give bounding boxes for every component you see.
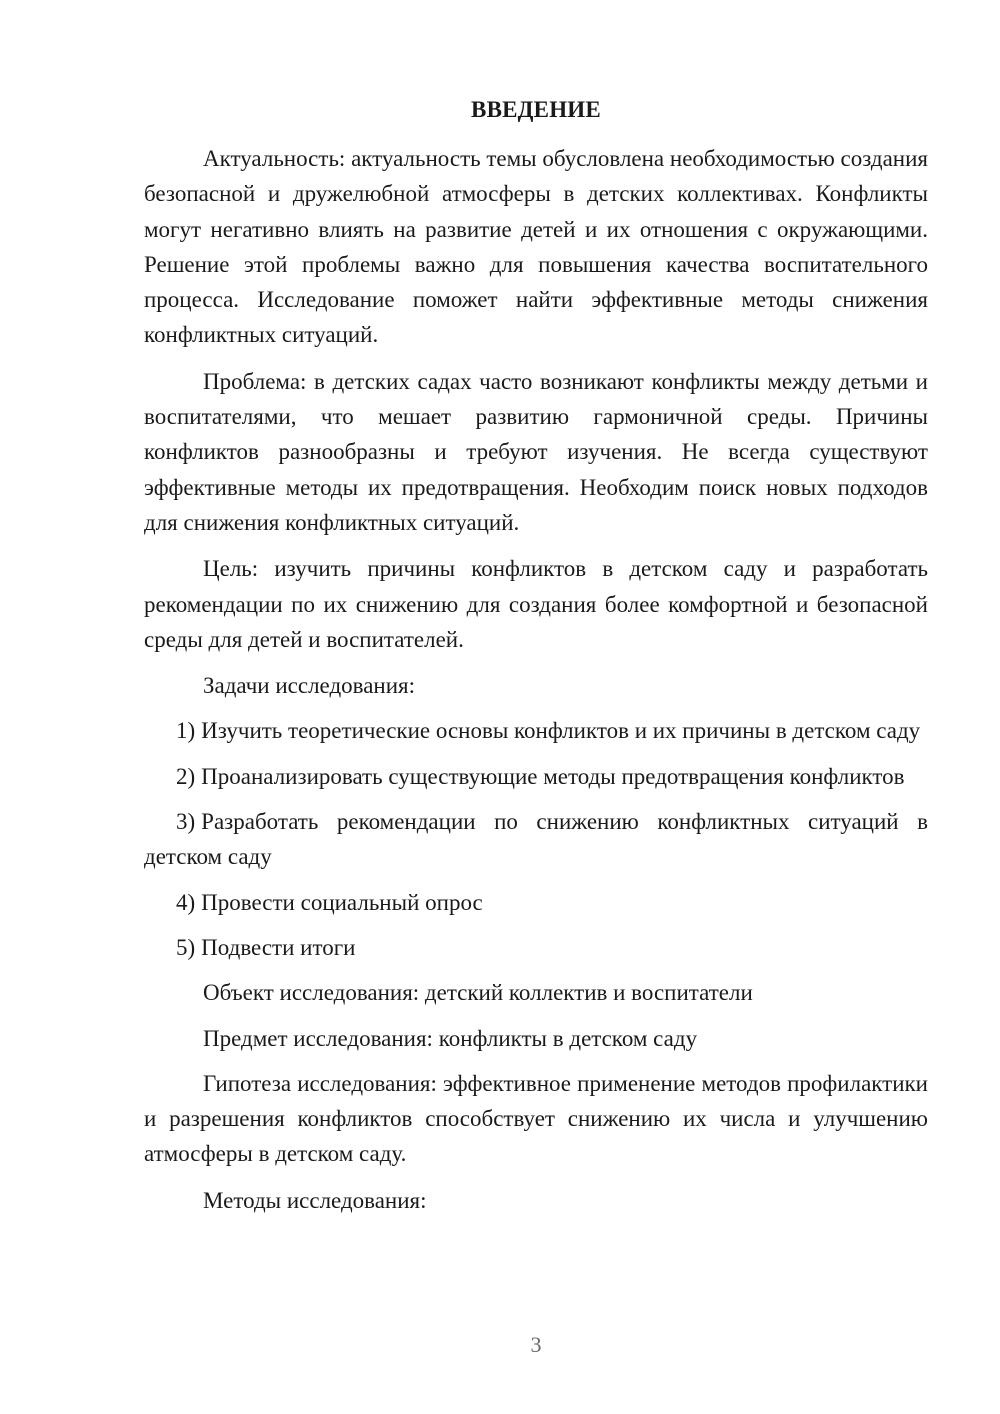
page-number: 3 (530, 1332, 542, 1357)
task-text: Провести социальный опрос (201, 889, 483, 915)
task-item (144, 885, 928, 920)
task-number: 5) (176, 934, 196, 960)
task-number: 1) (176, 718, 196, 744)
task-text: Подвести итоги (201, 934, 356, 960)
hypothesis-paragraph: Гипотеза исследования: эффективное применение методов профилактики и разрешения конфликтов способствует снижению их числа и улучшению атмосферы в детском саду. (144, 1070, 928, 1167)
task-item (144, 759, 928, 794)
methods-heading: Методы исследования: (203, 1187, 427, 1213)
task-item (144, 930, 928, 965)
task-number: 4) (176, 889, 196, 915)
task-number: 2) (176, 763, 196, 789)
problem-paragraph: Проблема: в детских садах часто возникают конфликты между детьми и воспитателями, что мешает развитию гармоничной среды. Причины конфликтов разнообразны и требуют изучения. Не всегда существуют эффективные методы их предотвращения. Необходим поиск новых подходов для снижения конфликтных ситуаций. (144, 368, 928, 535)
task-item (144, 713, 928, 748)
tasks-heading: Задачи исследования: (203, 673, 416, 699)
task-text: Разработать рекомендации по снижению конфликтных ситуаций в детском саду (144, 809, 928, 870)
object-paragraph: Объект исследования: детский коллектив и воспитатели (203, 980, 753, 1006)
subject-paragraph: Предмет исследования: конфликты в детском саду (203, 1025, 698, 1051)
task-number: 3) (176, 809, 196, 835)
task-text: Проанализировать существующие методы предотвращения конфликтов (201, 763, 905, 789)
task-item (144, 804, 928, 875)
document-title: ВВЕДЕНИЕ (471, 97, 601, 122)
relevance-paragraph: Актуальность: актуальность темы обусловлена необходимостью создания безопасной и дружелюбной атмосферы в детских коллективах. Конфликты могут негативно влиять на развитие детей и их отношения с окружающими. Решение этой проблемы важно для повышения качества воспитательного процесса. Исследование поможет найти эффективные методы снижения конфликтных ситуаций. (144, 146, 929, 348)
goal-paragraph: Цель: изучить причины конфликтов в детском саду и разработать рекомендации по их снижению для создания более комфортной и безопасной среды для детей и воспитателей. (144, 556, 928, 652)
page-content (144, 92, 928, 1228)
task-text: Изучить теоретические основы конфликтов и их причины в детском саду (201, 718, 921, 744)
